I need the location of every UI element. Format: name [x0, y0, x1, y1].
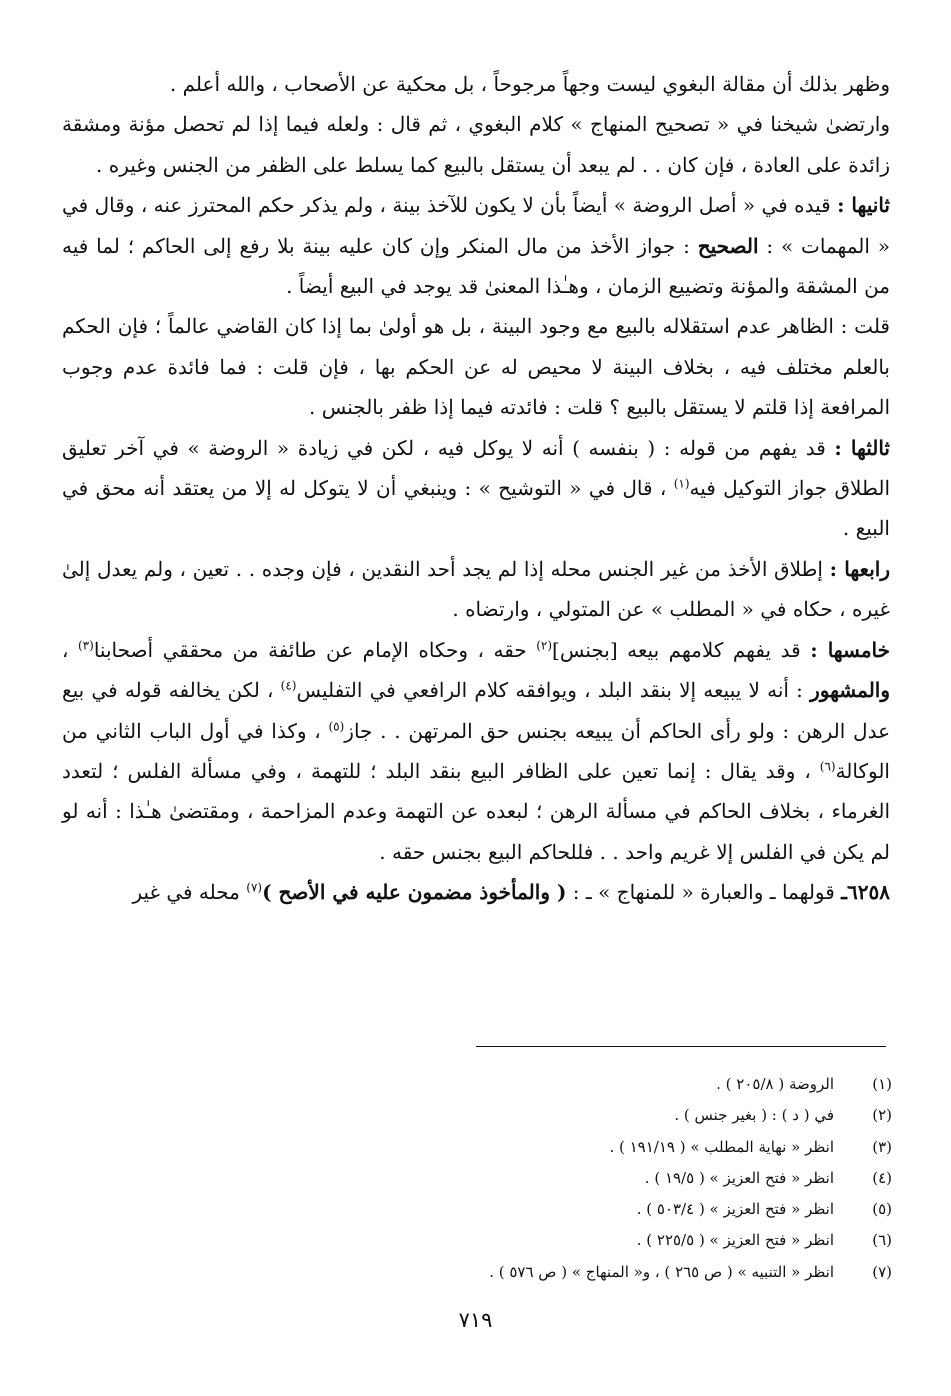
bold-text: والمشهور	[810, 678, 890, 703]
paragraph	[62, 549, 890, 630]
text-run: ،	[62, 637, 78, 662]
footnote-number: (٢)	[872, 1106, 892, 1125]
text-run: ، وكذا في أول الباب الثاني من الوكالة	[62, 718, 890, 783]
paragraph	[62, 306, 890, 427]
footnote-marker: (٤)	[280, 678, 297, 693]
footnote-text: في ( د ) : ( بغير جنس ) .	[674, 1106, 834, 1125]
footnote-marker: (٢)	[536, 638, 553, 653]
text-run: وظهر بذلك أن مقالة البغوي ليست وجهاً مرجوحاً ، بل محكية عن الأصحاب ، والله أعلم .	[169, 72, 890, 96]
footnote-marker: (٥)	[328, 718, 345, 733]
text-run: محله في غير	[132, 880, 247, 905]
text-run: حقه ، وحكاه الإمام عن طائفة من محققي أصحابنا	[93, 637, 537, 662]
footnote-item	[300, 1225, 892, 1256]
footnote-number: (٦)	[872, 1231, 892, 1250]
bold-text: الصحيح	[697, 233, 759, 258]
text-run: قيده في « أصل الروضة » أيضاً بأن لا يكون للآخذ بينة ، ولم يذكر حكم المحترز عنه ، وقال في « المهمات » :	[62, 193, 890, 258]
footnote-text: انظر « فتح العزيز » ( ٥٠٣/٤ ) .	[636, 1200, 834, 1219]
text-run: : أنه لا يبيعه إلا بنقد البلد ، ويوافقه كلام الرافعي في التفليس	[296, 678, 811, 703]
paragraph	[62, 872, 890, 912]
footnote-item	[300, 1163, 892, 1194]
paragraph	[62, 104, 890, 185]
text-run: : جواز الأخذ من مال المنكر وإن كان عليه بينة بلا رفع إلى الحاكم ؛ لما فيه من المشقة والمؤنة وتضييع الزمان ، وهـٰذا المعنىٰ قد يوجد في البيع أيضاً .	[62, 233, 890, 299]
text-run: قد يفهم من قوله : ( بنفسه ) أنه لا يوكل فيه ، لكن في زيادة « الروضة » في آخر تعليق الطلاق جواز التوكيل فيه	[62, 435, 891, 501]
footnote-marker: (٧)	[246, 880, 263, 895]
paragraph	[62, 428, 890, 549]
bold-text: ثالثها :	[834, 435, 890, 460]
footnote-marker: (٦)	[819, 759, 836, 774]
footnote-number: (٧)	[872, 1262, 892, 1281]
text-run: ، وقد يقال : إنما تعين على الظافر البيع بنقد البلد ؛ للتهمة ، وفي مسألة الفلس ؛ لتعدد الغرماء ، بخلاف الحاكم في مسألة الرهن ؛ لبعده عن التهمة وعدم المزاحمة ، ومقتضىٰ هـٰذا : أنه لو لم يكن في الفلس إلا غريم واحد . . فللحاكم البيع بجنس حقه .	[62, 758, 890, 864]
footnote-item	[300, 1194, 892, 1225]
footnote-text: الروضة ( ٢٠٥/٨ ) .	[716, 1075, 834, 1093]
bold-text: ثانيها :	[837, 193, 891, 218]
text-run: ، قال في « التوشيح » : وينبغي أن لا يتوكل له إلا من يعتقد أنه محق في البيع .	[62, 476, 890, 541]
footnote-item	[300, 1257, 892, 1288]
paragraph	[62, 185, 890, 306]
text-run: قولهما ـ والعبارة « للمنهاج » ـ :	[566, 880, 842, 905]
footnote-item	[300, 1132, 892, 1163]
text-run: ، لكن يخالفه قوله في بيع عدل الرهن : ولو رأى الحاكم أن يبيعه بجنس حق المرتهن . . جاز	[62, 678, 891, 743]
bold-text: رابعها :	[829, 556, 890, 581]
page-number: ٧١٩	[458, 1308, 493, 1332]
footnote-text: انظر « التنبيه » ( ص ٢٦٥ ) ، و« المنهاج » ( ص ٥٧٦ ) .	[489, 1262, 834, 1281]
text-run: إطلاق الأخذ من غير الجنس محله إذا لم يجد أحد النقدين ، فإن وجده . . تعين ، ولم يعدل إلىٰ غيره ، حكاه في « المطلب » عن المتولي ، وارتضاه .	[62, 556, 890, 622]
paragraph	[62, 630, 890, 872]
text-run: قلت : الظاهر عدم استقلاله بالبيع مع وجود البينة ، بل هو أولىٰ بما إذا كان القاضي عالماً ؛ فإن الحكم بالعلم مختلف فيه ، بخلاف البينة لا محيص له عن الحكم بها ، فإن قلت : فما فائدة عدم وجوب المرافعة إذا قلتم لا يستقل بالبيع ؟ قلت : فائدته فيما إذا ظفر بالجنس .	[62, 314, 890, 420]
footnote-separator	[476, 1046, 886, 1047]
footnote-number: (١)	[872, 1075, 892, 1093]
footnote-number: (٤)	[872, 1168, 892, 1187]
footnote-marker: (٣)	[77, 638, 94, 653]
bold-text: ٦٢٥٨ـ	[841, 880, 890, 905]
main-text	[62, 64, 890, 913]
footnote-number: (٣)	[872, 1137, 892, 1156]
footnote-item	[300, 1100, 892, 1131]
bold-text: ( والمأخوذ مضمون عليه في الأصح )	[262, 880, 567, 905]
footnote-text: انظر « نهاية المطلب » ( ١٩١/١٩ ) .	[609, 1137, 834, 1156]
footnotes	[300, 1069, 892, 1288]
bold-text: خامسها :	[810, 637, 891, 662]
footnote-text: انظر « فتح العزيز » ( ١٩/٥ ) .	[644, 1168, 834, 1187]
footnote-item	[300, 1069, 892, 1100]
text-run: وارتضىٰ شيخنا في « تصحيح المنهاج » كلام البغوي ، ثم قال : ولعله فيما إذا لم تحصل مؤنة ومشقة زائدة على العادة ، فإن كان . . لم يبعد أن يستقل بالبيع كما يسلط على الظفر من الجنس وغيره .	[62, 112, 890, 177]
footnote-text: انظر « فتح العزيز » ( ٢٢٥/٥ ) .	[636, 1231, 834, 1250]
paragraph	[62, 64, 890, 104]
footnote-number: (٥)	[872, 1200, 892, 1219]
text-run: قد يفهم كلامهم بيعه [بجنس]	[552, 637, 811, 662]
footnote-marker: (١)	[673, 476, 690, 491]
